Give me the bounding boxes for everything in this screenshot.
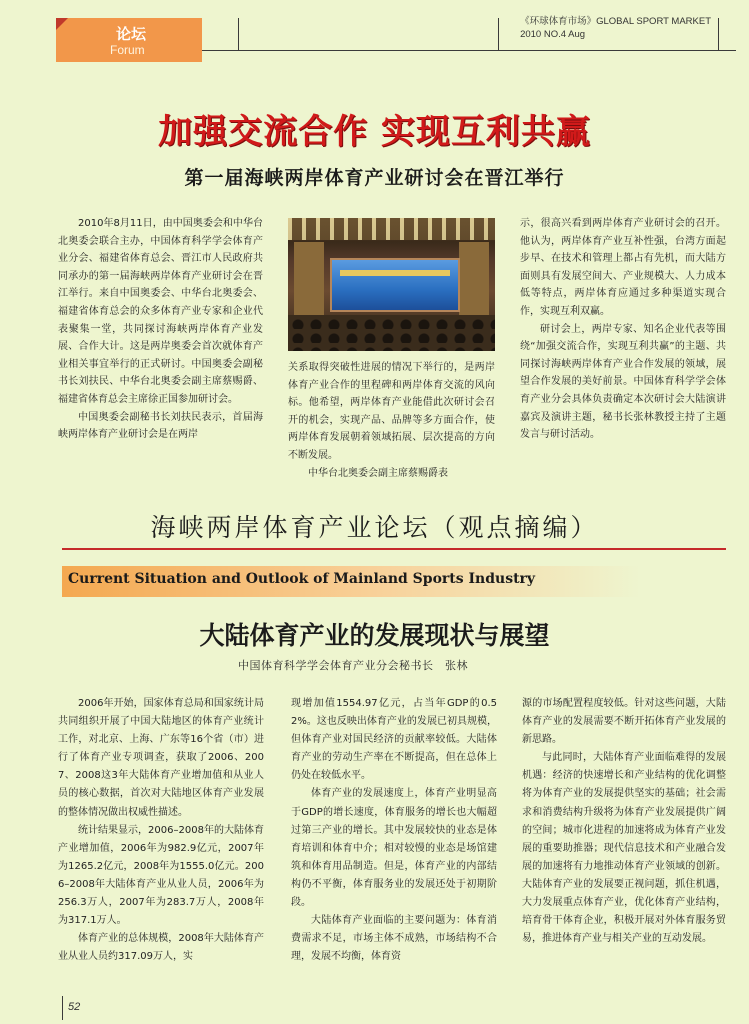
paragraph: 中华台北奥委会副主席蔡赐爵表 <box>308 467 448 479</box>
article-title: 加强交流合作 实现互利共赢 <box>158 112 591 152</box>
conference-photo <box>288 218 495 351</box>
curtain-right <box>459 242 489 322</box>
paragraph: 2010年8月11日，由中国奥委会和中华台北奥委会联合主办，中国体育科学学会体育产业分会、福建省体育总会、晋江市人民政府共同承办的第一届海峡两岸体育产业研讨会在晋江举行。来自中国奥委会、中华台北奥委会、福建省体育总会的众多体育产业专家和企业代表聚集一堂，共同探讨海峡两岸体育产业发展、合作大计。这是两岸奥委会首次就体育产业相关事宜举行的正式研讨。中国奥委会副秘书长刘扶民、中华台北奥委会副主席蔡赐爵、福建省体育总会主席徐正国参加研讨会。 <box>58 218 263 405</box>
article2-column-3 <box>522 695 726 948</box>
paragraph: 示，很高兴看到两岸体育产业研讨会的召开。他认为，两岸体育产业互补性强，台湾方面起步早、在技术和管理上都占有先机，而大陆方面则具有发展空间大、产业规模大、人力成本低等特点，两岸体育应通过多种渠道实现合作，实现互利双赢。 <box>520 218 726 317</box>
paragraph: 中国奥委会副秘书长刘扶民表示，首届海峡两岸体育产业研讨会是在两岸 <box>58 411 263 441</box>
forum-divider <box>62 548 726 550</box>
section-label: 论坛 <box>116 25 147 43</box>
article2-author: 中国体育科学学会体育产业分会秘书长 张林 <box>238 659 468 672</box>
article2-column-2 <box>291 695 497 966</box>
magazine-issue: 2010 NO.4 Aug <box>520 29 586 40</box>
paragraph: 2006年开始，国家体育总局和国家统计局共同组织开展了中国大陆地区的体育产业统计工作，对北京、上海、广东等16个省（市）进行了体育产业专项调查，获取了2006、2007、2008这3年大陆体育产业增加值和从业人员的核心数据，首次对大陆地区体育产业发展的整体情况做出权威性描述。 <box>58 698 264 818</box>
section-tag-corner <box>56 18 68 30</box>
article1-column-1 <box>58 215 263 444</box>
paragraph: 关系取得突破性进展的情况下举行的，是两岸体育产业合作的里程碑和两岸体育交流的风向标。他希望，两岸体育产业能借此次研讨会召开的机会，实现产品、品牌等多方面合作，使两岸体育发展朝着领域拓展、层次提高的方向不断发展。 <box>288 362 495 461</box>
paragraph: 大陆体育产业面临的主要问题为：体育消费需求不足，市场主体不成熟，市场结构不合理，发展不均衡，体育资 <box>291 915 497 963</box>
stage-screen <box>330 258 460 312</box>
article2-column-1 <box>58 695 264 966</box>
english-title: Current Situation and Outlook of Mainland Sports Industry <box>68 571 536 587</box>
page-footer-rule <box>62 996 63 1020</box>
article1-column-3 <box>520 215 726 444</box>
paragraph: 研讨会上，两岸专家、知名企业代表等围绕“加强交流合作，实现互利共赢”的主题、共同探讨海峡两岸体育产业合作发展的领域，展望合作发展的美好前景。中国体育科学学会体育产业分会具体负责确定本次研讨会大陆演讲嘉宾及演讲主题，秘书长张林教授主持了主题发言与研讨活动。 <box>520 323 726 441</box>
forum-title: 海峡两岸体育产业论坛（观点摘编） <box>150 513 599 542</box>
paragraph: 体育产业的总体规模，2008年大陆体育产业从业人员约317.09万人，实 <box>58 933 264 963</box>
magazine-info <box>520 15 711 41</box>
paragraph: 现增加值1554.97亿元，占当年GDP的0.52%。这也反映出体育产业的发展已初具规模，但体育产业对国民经济的贡献率较低。大陆体育产业的劳动生产率在不断提高，但在总体上仍处在较低水平。 <box>291 698 497 782</box>
article2-title: 大陆体育产业的发展现状与展望 <box>199 621 550 650</box>
paragraph: 源的市场配置程度较低。针对这些问题，大陆体育产业的发展需要不断开拓体育产业发展的新思路。 <box>522 698 726 746</box>
divider-tick-3 <box>718 18 719 50</box>
section-label-en: Forum <box>110 43 145 57</box>
curtain-left <box>294 242 324 322</box>
page-number: 52 <box>68 1001 81 1013</box>
magazine-name: 《环球体育市场》GLOBAL SPORT MARKET <box>520 16 711 27</box>
article-subtitle: 第一届海峡两岸体育产业研讨会在晋江举行 <box>184 167 565 189</box>
audience <box>288 315 495 351</box>
divider-tick-2 <box>498 18 499 50</box>
paragraph: 体育产业的发展速度上，体育产业明显高于GDP的增长速度，体育服务的增长也大幅超过第三产业的增长。其中发展较快的业态是体育培训和体育中介；相对较慢的业态是场馆建筑和体育用品制造。但是，体育产业的内部结构仍不平衡，体育服务业的发展还处于初期阶段。 <box>291 788 497 909</box>
divider-tick-1 <box>238 18 239 50</box>
paragraph: 统计结果显示，2006–2008年的大陆体育产业增加值，2006年为982.9亿元，2007年为1265.2亿元，2008年为1555.0亿元。2006–2008年大陆体育产业从业人员，2006年为256.3万人，2007年为283.7万人，2008年为317.1万人。 <box>58 824 264 927</box>
ceiling-lights <box>288 218 495 240</box>
article1-column-2 <box>288 359 495 482</box>
paragraph: 与此同时，大陆体育产业面临难得的发展机遇：经济的快速增长和产业结构的优化调整将为体育产业的发展提供坚实的基础；社会需求和消费结构升级将为体育产业发展提供广阔的空间；城市化进程的加速将成为体育产业发展的重要助推器；现代信息技术和产业融合发展的加速将有力地推动体育产业领域的创新。大陆体育产业的发展要正视问题，抓住机遇，大力发展重点体育产业，优化体育产业结构，培育骨干体育企业，积极开展对外体育服务贸易，推进体育产业与相关产业的互动发展。 <box>522 752 726 945</box>
